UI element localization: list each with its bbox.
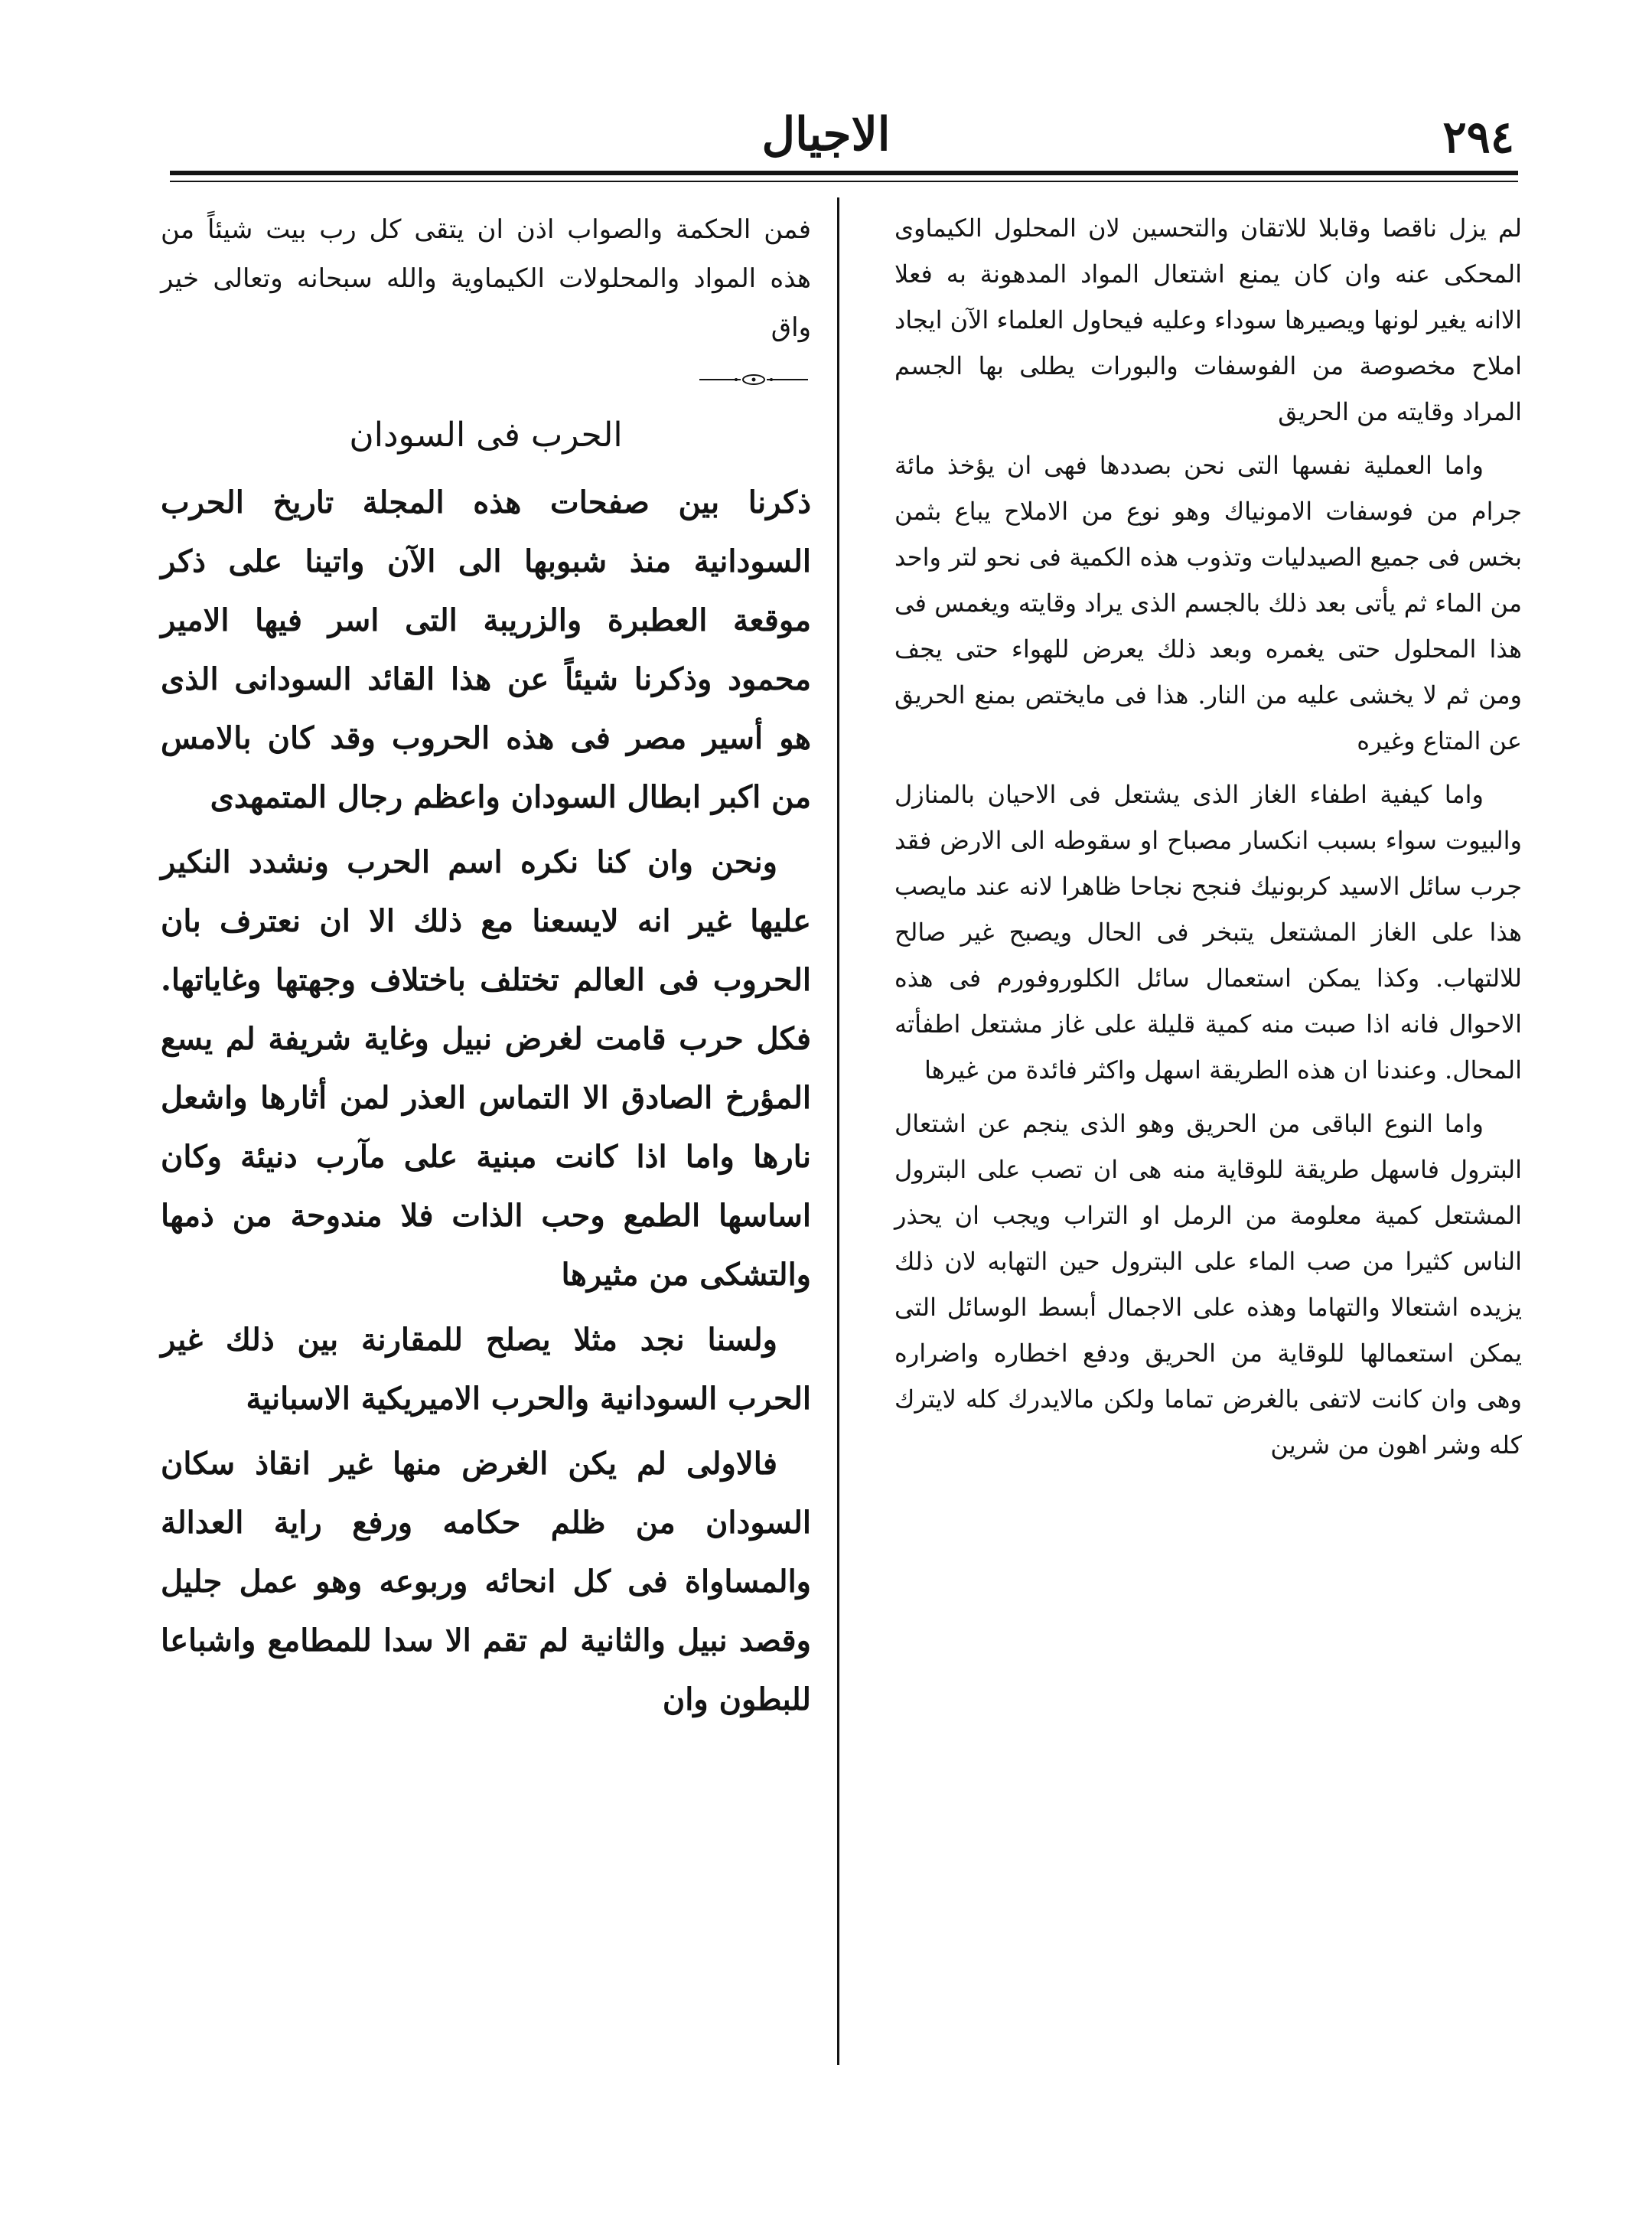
column-divider xyxy=(837,197,839,2065)
paragraph: ولسنا نجد مثلا يصلح للمقارنة بين ذلك غير الحرب السودانية والحرب الاميريكية الاسبانية xyxy=(161,1322,811,1417)
running-title: الاجيال xyxy=(761,108,891,161)
section-separator-ornament xyxy=(161,372,811,395)
paragraph: واما النوع الباقى من الحريق وهو الذى ينجم عن اشتعال البترول فاسهل طريقة للوقاية منه هى ان تصب على البترول المشتعل كمية معلومة من الرمل او التراب ويجب ان يحذر الناس كثيرا من صب الماء على البترول حين التهابه لان ذلك يزيده اشتعالا والتهاما وهذه على الاجمال أبسط الوسائل التى يمكن استعمالها للوقاية من الحريق ودفع اخطاره واضراره وهى وان كانت لاتفى بالغرض تماما ولكن مالايدرك كله لايترك كله وشر اهون من شرين xyxy=(894,1109,1523,1460)
header-rule-thin xyxy=(170,181,1518,182)
section-title: الحرب فى السودان xyxy=(349,416,623,455)
page-number: ٢٩٤ xyxy=(1442,111,1514,163)
header-rule-thick xyxy=(170,171,1518,175)
paragraph: فالاولى لم يكن الغرض منها غير انقاذ سكان السودان من ظلم حكامه ورفع راية العدالة والمساواة فى كل انحائه وربوعه وهو عمل جليل وقصد نبيل والثانية لم تقم الا سدا للمطامع واشباعا للبطون وان xyxy=(161,1446,811,1717)
paragraph: واما كيفية اطفاء الغاز الذى يشتعل فى الاحيان بالمنازل والبيوت سواء بسبب انكسار مصباح او سقوطه الى الارض فقد جرب سائل الاسيد كربونيك فنجح نجاحا ظاهرا لانه عند مايصب هذا على الغاز المشتعل يتبخر فى الحال ويصبح غير صالح للالتهاب. وكذا يمكن استعمال سائل الكلوروفورم فى هذه الاحوال فانه اذا صبت منه كمية قليلة على غاز مشتعل اطفأته المحال. وعندنا ان هذه الطريقة اسهل واكثر فائدة من غيرها xyxy=(894,780,1523,1085)
right-column xyxy=(894,205,1522,1476)
paragraph: لم يزل ناقصا وقابلا للاتقان والتحسين لان المحلول الكيماوى المحكى عنه وان كان يمنع اشتعال المواد المدهونة به فعلا الاانه يغير لونها ويصيرها سوداء وعليه فيحاول العلماء الآن ايجاد املاح مخصوصة من الفوسفات والبورات يطلى بها الجسم المراد وقايته من الحريق xyxy=(894,214,1522,426)
paragraph: ونحن وان كنا نكره اسم الحرب ونشدد النكير عليها غير انه لايسعنا مع ذلك الا ان نعترف بان الحروب فى العالم تختلف باختلاف وجهتها وغاياتها. فكل حرب قامت لغرض نبيل وغاية شريفة لم يسع المؤرخ الصادق الا التماس العذر لمن أثارها واشعل نارها واما اذا كانت مبنية على مآرب دنيئة وكان اساسها الطمع وحب الذات فلا مندوحة من ذمها والتشكى من مثيرها xyxy=(161,844,811,1293)
closing-paragraph: فمن الحكمة والصواب اذن ان يتقى كل رب بيت شيئاً من هذه المواد والمحلولات الكيماوية والله سبحانه وتعالى خير واق xyxy=(161,214,812,343)
paragraph: ذكرنا بين صفحات هذه المجلة تاريخ الحرب السودانية منذ شبوبها الى الآن واتينا على ذكر موقعة العطبرة والزريبة التى اسر فيها الامير محمود وذكرنا شيئاً عن هذا القائد السودانى الذى هو أسير مصر فى هذه الحروب وقد كان بالامس من اكبر ابطال السودان واعظم رجال المتمهدى xyxy=(161,484,811,815)
left-column xyxy=(161,205,811,1735)
paragraph: واما العملية نفسها التى نحن بصددها فهى ان يؤخذ مائة جرام من فوسفات الامونياك وهو نوع من الاملاح يباع بثمن بخس فى جميع الصيدليات وتذوب هذه الكمية فى نحو لتر واحد من الماء ثم يأتى بعد ذلك بالجسم الذى يراد وقايته ويغمس فى هذا المحلول حتى يغمره وبعد ذلك يعرض للهواء حتى يجف ومن ثم لا يخشى عليه من النار. هذا فى مايختص بمنع الحريق عن المتاع وغيره xyxy=(894,451,1522,755)
